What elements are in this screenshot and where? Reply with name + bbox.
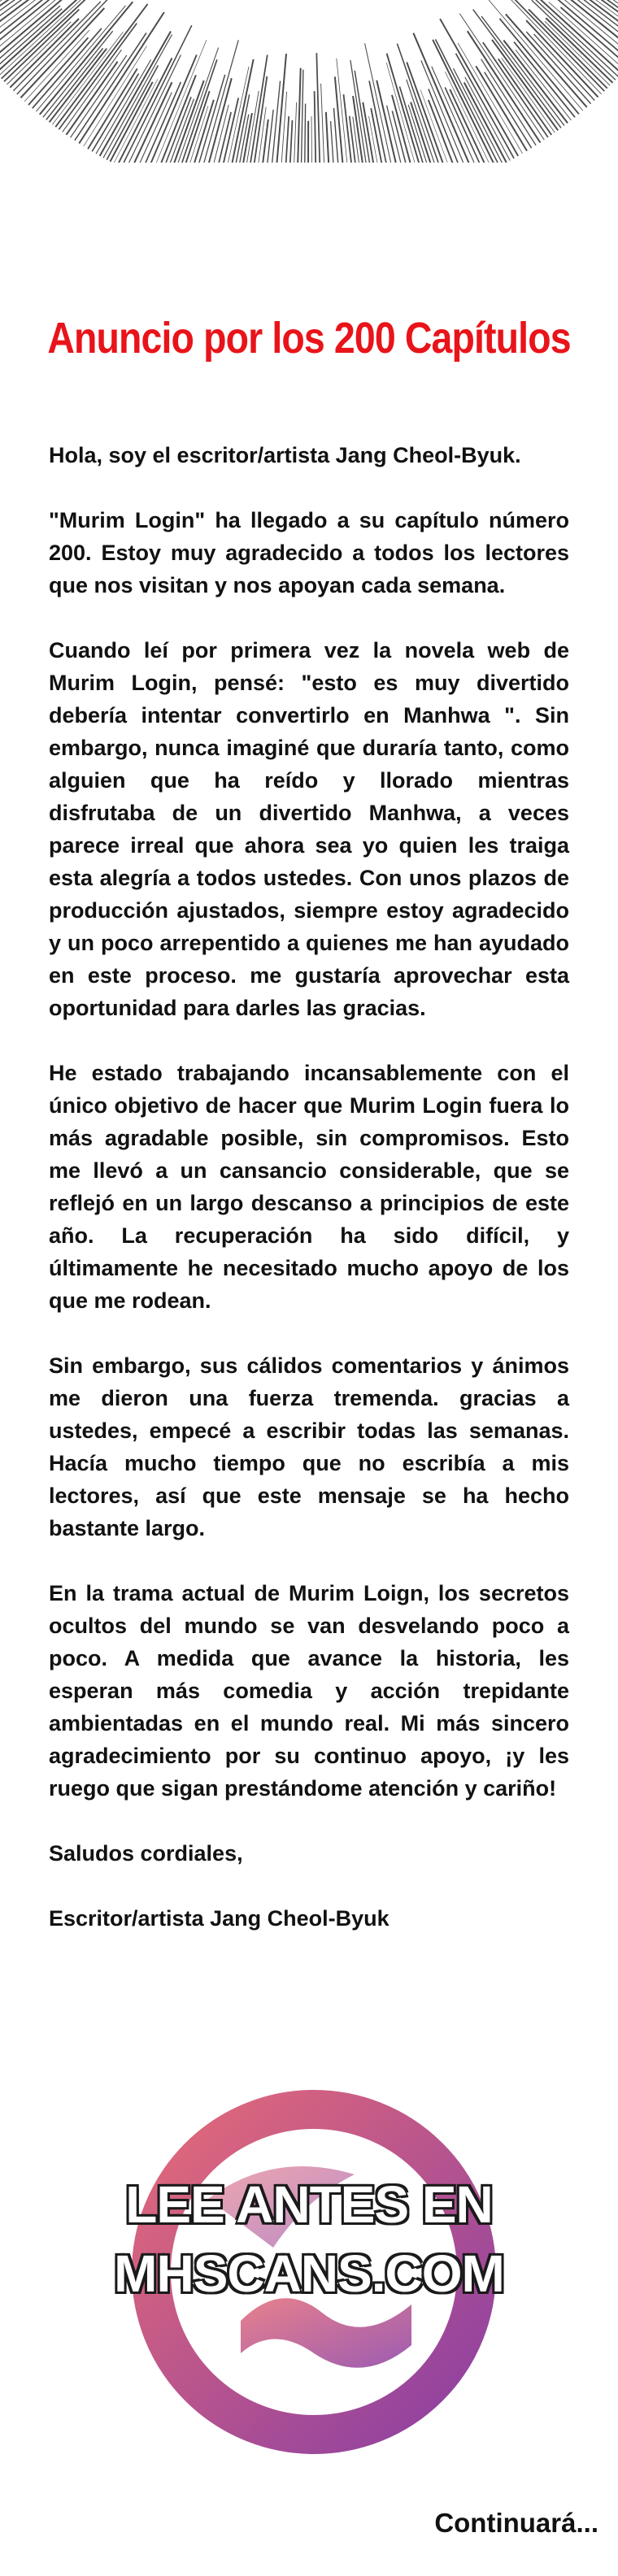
speed-lines-decoration bbox=[0, 0, 618, 163]
promo-line-2: MHSCANS.COM bbox=[114, 2244, 504, 2303]
speed-line bbox=[476, 66, 527, 150]
speed-line bbox=[296, 68, 300, 163]
announcement-title: Anuncio por los 200 Capítulos bbox=[47, 314, 571, 363]
letter-paragraph: Cuando leí por primera vez la novela web de Murim Login, pensé: "esto es muy divertido debería intentar convertirlo en Manhwa ". Sin embargo, nunca imaginé que duraría tanto, como alguien que ha reído y llorado mientras disfrutaba de un divertido Manhwa, a veces parece irreal que ahora sea yo quien les traiga esta alegría a todos ustedes. Con unos plazos de producción ajustados, siempre estoy agradecido y un poco arrepentido a quienes me han ayudado en este proceso. me gustaría aprovechar esta oportunidad para darles las gracias. bbox=[49, 638, 569, 1020]
letter-paragraph: He estado trabajando incansablemente con el único objetivo de hacer que Murim Login fuera lo más agradable posible, sin compromisos. Esto me llevó a un cansancio considerable, que se reflejó en un largo descanso a principios de este año. La recuperación ha sido difícil, y últimamente he necesitado mucho apoyo de los que me rodean. bbox=[49, 1061, 569, 1313]
continue-text: Continuará... bbox=[434, 2508, 598, 2538]
promo-line-1: LEE ANTES EN bbox=[125, 2175, 493, 2234]
letter-closing: Saludos cordiales, bbox=[49, 1841, 243, 1866]
letter-paragraph: Sin embargo, sus cálidos comentarios y ánimos me dieron una fuerza tremenda. gracias a ustedes, empecé a escribir todas las semanas. Hacía mucho tiempo que no escribía a mis lectores, así que este mensaje se ha hecho bastante largo. bbox=[49, 1353, 569, 1540]
letter-paragraph: "Murim Login" ha llegado a su capítulo número 200. Estoy muy agradecido a todos los lectores que nos visitan y nos apoyan cada semana. bbox=[49, 508, 569, 597]
letter-paragraph: En la trama actual de Murim Loign, los secretos ocultos del mundo se van desvelando poco a poco. A medida que avance la historia, les esperan más comedia y acción trepidante ambientadas en el mundo real. Mi más sincero agradecimiento por su continuo apoyo, ¡y les ruego que sigan prestándome atención y cariño! bbox=[49, 1581, 569, 1801]
speed-line bbox=[304, 104, 306, 163]
speed-line bbox=[292, 102, 296, 163]
letter-paragraph: Hola, soy el escritor/artista Jang Cheol-Byuk. bbox=[49, 443, 521, 467]
speed-line bbox=[321, 84, 326, 163]
speed-line bbox=[326, 112, 331, 163]
speed-line bbox=[0, 0, 62, 32]
speed-line bbox=[150, 40, 207, 163]
speed-line bbox=[316, 53, 321, 163]
speed-line bbox=[315, 91, 317, 163]
speed-line bbox=[498, 59, 552, 135]
speed-line bbox=[464, 82, 507, 162]
letter-signature: Escritor/artista Jang Cheol-Byuk bbox=[49, 1906, 390, 1931]
speed-line bbox=[257, 119, 268, 163]
announcement-letter bbox=[49, 439, 569, 1935]
speed-line bbox=[273, 54, 286, 163]
speed-line bbox=[387, 54, 429, 163]
speed-line bbox=[311, 116, 312, 163]
speed-line bbox=[283, 116, 289, 163]
